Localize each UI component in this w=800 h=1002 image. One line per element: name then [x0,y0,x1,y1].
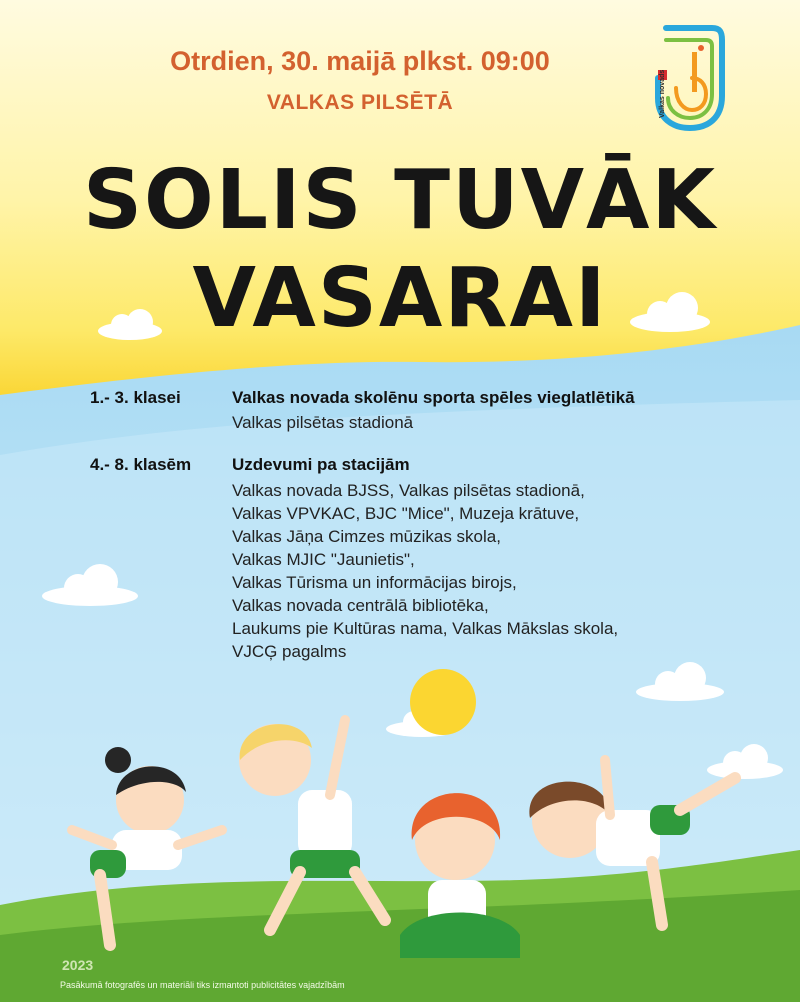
group-heading: Valkas novada skolēnu sporta spēles vieglatlētikā [232,388,635,407]
group-heading: Uzdevumi pa stacijām [232,455,410,474]
group-label: 1.- 3. klasei [90,388,181,407]
footer-disclaimer: Pasākumā fotografēs un materiāli tiks izmantoti publicitātes vajadzībām [60,980,345,990]
bjc-logo-icon [654,18,726,133]
group-location-line: VJCĢ pagalms [232,642,347,661]
logo-text: Valkas novads [659,69,666,118]
group-label: 4.- 8. klasēm [90,455,192,474]
group-location-line: Valkas pilsētas stadionā [232,413,414,432]
footer-year: 2023 [62,957,94,973]
event-date-time: Otrdien, 30. maijā plkst. 09:00 [170,46,550,76]
poster-title-line-1: SOLIS TUVĀK [82,153,718,248]
poster-title-line-2: VASARAI [192,251,608,346]
group-location-line: Valkas VPVKAC, BJC "Mice", Muzeja krātuve, [232,504,580,523]
group-location-line: Valkas Tūrisma un informācijas birojs, [232,573,517,592]
event-location: VALKAS PILSĒTĀ [266,91,454,114]
group-location-line: Valkas MJIC "Jaunietis", [232,550,415,569]
group-location-line: Valkas novada centrālā bibliotēka, [232,596,489,615]
group-location-line: Valkas novada BJSS, Valkas pilsētas stadionā, [232,481,585,500]
bjc-logo [654,18,726,133]
sun-icon [410,669,476,735]
group-location-line: Laukums pie Kultūras nama, Valkas Mākslas skola, [232,619,619,638]
group-location-line: Valkas Jāņa Cimzes mūzikas skola, [232,527,501,546]
